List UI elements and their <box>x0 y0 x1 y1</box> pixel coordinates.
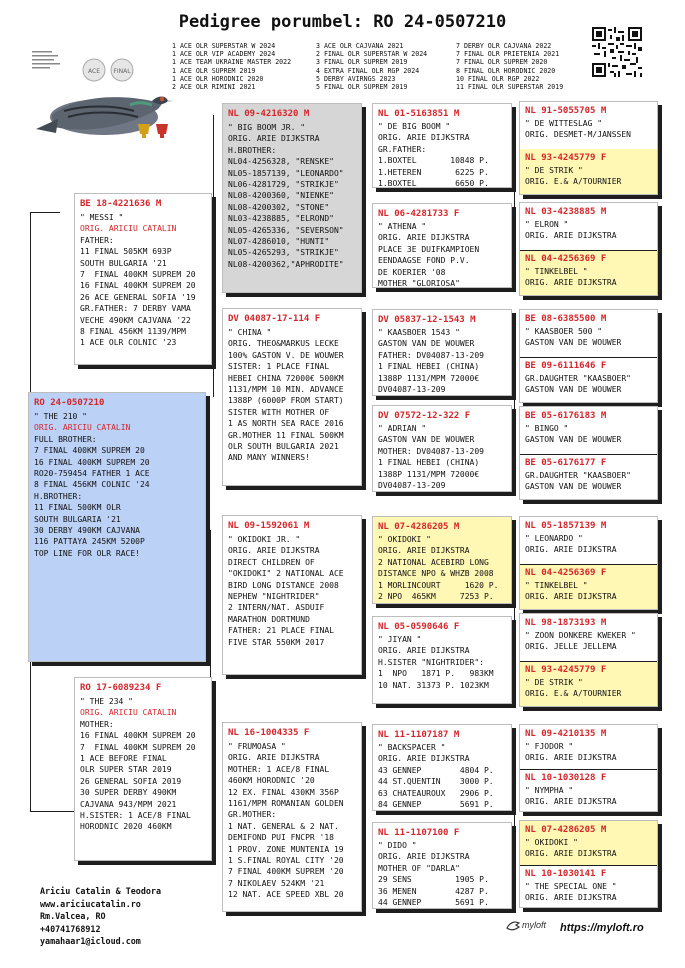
info-line: 36 MENEN 4287 P. <box>378 886 489 896</box>
info-line: 44 ST.QUENTIN 3000 P. <box>378 777 494 787</box>
info-line: NL04-4256328, "RENSKE" <box>228 157 334 167</box>
info-line: DIRECT CHILDREN OF <box>228 557 315 567</box>
info-line: ORIG. ARIE DIJKSTRA <box>378 852 470 862</box>
club-logo-icon <box>30 48 70 78</box>
info-line: MOTHER "GLORIOSA" <box>378 279 460 288</box>
mother-card <box>74 677 212 861</box>
info-line: GASTON VAN DE WOUWER <box>378 435 475 445</box>
paternal-grandfather-card <box>222 103 362 293</box>
father-card <box>74 193 212 365</box>
tree-connector <box>30 212 31 392</box>
achievement: 1 ACE OLR SUPERSTAR W 2024 <box>172 42 276 50</box>
ring-number: BE 05-6176183 M <box>525 411 607 421</box>
info-line: 16 FINAL 400KM SUPREM 20 <box>80 281 196 291</box>
website-link[interactable]: www.ariciucatalin.ro <box>40 898 141 909</box>
pigeon-name: " THE 234 " <box>80 697 133 706</box>
info-line: AND MANY WINNERS! <box>228 453 310 463</box>
ggp-card <box>372 724 512 811</box>
pigeon-name: " KAASBOER 1543 " <box>378 328 460 337</box>
info-line: OLR SOUTH BULGARIA 2021 <box>228 442 339 452</box>
pigeon-name: " DE WITTESLAG " <box>525 119 603 128</box>
ring-number: NL 07-4286205 M <box>378 522 460 532</box>
ring-number: NL 03-4238885 M <box>525 207 607 217</box>
achievement: 10 FINAL OLR RGP 2022 <box>456 74 540 83</box>
tree-connector <box>364 735 365 835</box>
info-line: 2 NPO 465KM 7253 P. <box>378 592 494 602</box>
ring-number: NL 91-5055705 M <box>525 106 607 116</box>
tree-connector <box>364 525 365 625</box>
info-line: 2 INTERN/NAT. ASDUIF <box>228 603 325 613</box>
info-line: CAJVANA 943/MPM 2021 <box>80 799 177 809</box>
award-badge-icon <box>80 56 140 88</box>
info-line: MOTHER: 1 ACE/8 FINAL <box>228 764 330 774</box>
info-line: GR.MOTHER 11 FINAL 500KM <box>228 430 344 440</box>
achievement: 1 ACE OLR HORODNIC 2020 <box>172 74 264 83</box>
tree-connector <box>213 327 214 397</box>
info-line: 12 EX. FINAL 430KM 356P <box>228 787 339 797</box>
ring-number: NL 05-0590646 F <box>378 622 460 632</box>
pigeon-name: " TINKELBEL " <box>525 581 588 590</box>
info-line: 1 PROV. ZONE MUNTENIA 19 <box>228 844 344 854</box>
info-line: "OKIDOKI" 2 NATIONAL ACE <box>228 569 344 579</box>
achievements-column-3 <box>456 42 563 91</box>
info-line: H.SISTER "NIGHTRIDER": <box>378 657 484 667</box>
info-line: ORIG. THEO&MARKUS LECKE <box>228 339 339 349</box>
pigeon-name: " FRUMOASA " <box>228 742 286 751</box>
info-line: NL05-1857139, "LEONARDO" <box>228 168 344 178</box>
gggp-pair-card <box>519 516 658 610</box>
ggp-card <box>372 616 512 704</box>
achievement: 7 FINAL OLR PRIETENIA 2021 <box>456 50 560 59</box>
pigeon-name: " BIG BOOM JR. " <box>228 123 306 132</box>
info-line: DV04087-13-209 <box>378 481 446 491</box>
ring-number: NL 11-1107187 M <box>378 730 460 740</box>
breeder: ORIG. ARIE DIJKSTRA <box>525 592 617 602</box>
pigeon-name: " DIDO " <box>378 841 417 850</box>
info-line: FIVE STAR 550KM 2017 <box>228 637 325 647</box>
pigeon-name: " FJODOR " <box>525 742 574 751</box>
pigeon-name: " ATHENA " <box>378 222 427 231</box>
tree-connector <box>213 115 214 277</box>
breeder: ORIG. ARIE DIJKSTRA <box>525 893 617 903</box>
breeder: ORIG. ARIE DIJKSTRA <box>525 753 617 763</box>
info-line: GASTON VAN DE WOUWER <box>378 339 475 349</box>
breeder: GASTON VAN DE WOUWER <box>525 338 622 348</box>
achievement: 5 FINAL OLR SUPREM 2019 <box>316 83 408 92</box>
info-line: NEPHEW "NIGHTRIDER" <box>228 592 320 602</box>
tree-connector <box>364 320 365 420</box>
info-line: FATHER: DV04087-13-209 <box>378 350 484 360</box>
achievement: 2 ACE OLR RIMINI 2021 <box>172 83 256 92</box>
breeder: ORIG. ARIE DIJKSTRA <box>525 849 617 859</box>
info-line: NL06-4281729, "STRIKJE" <box>228 180 339 190</box>
ring-number: BE 09-6111646 F <box>525 361 607 371</box>
info-line: 1131/MPM 10 MIN. ADVANCE <box>228 385 344 395</box>
info-line: H.BROTHER: <box>34 491 83 501</box>
divider <box>520 250 657 251</box>
pigeon-logo-icon <box>505 918 521 934</box>
info-line: 1.BOXTEL 10848 P. <box>378 156 489 166</box>
info-line: ORIG. ARIE DIJKSTRA <box>378 233 470 243</box>
info-line: H.BROTHER: <box>228 145 277 155</box>
info-line: NL05-4265293, "STRIKJE" <box>228 248 339 258</box>
info-line: FATHER: 21 PLACE FINAL <box>228 626 334 636</box>
ggp-card <box>372 405 512 492</box>
info-line: BIRD LONG DISTANCE 2008 <box>228 580 339 590</box>
phone[interactable]: +40741768912 <box>40 923 101 934</box>
ring-number: NL 93-4245779 F <box>525 153 607 163</box>
ring-number: BE 18-4221636 M <box>80 199 162 209</box>
ring-number: NL 04-4256369 F <box>525 254 607 264</box>
svg-text:FINAL: FINAL <box>113 68 131 75</box>
gggp-pair-card <box>519 202 658 296</box>
info-line: 63 CHATEAUROUX 2906 P. <box>378 788 494 798</box>
gggp-pair-card <box>519 101 658 195</box>
email[interactable]: yamahaar1@icloud.com <box>40 936 141 946</box>
qr-code-icon <box>592 27 642 77</box>
info-line: OLR SUPER STAR 2019 <box>80 765 172 775</box>
info-line: 1 AS NORTH SEA RACE 2016 <box>228 419 344 429</box>
achievement: 11 FINAL OLR SUPERSTAR 2019 <box>456 83 564 92</box>
breeder: ORIG. DESMET-M/JANSSEN <box>525 130 631 140</box>
info-line: ORIG. ARIE DIJKSTRA <box>228 546 320 556</box>
info-line: 7 FINAL 400KM SUPREM '20 <box>228 867 344 877</box>
achievement: 7 FINAL OLR SUPREM 2020 <box>456 58 548 67</box>
pigeon-name: GR.DAUGHTER "KAASBOER" <box>525 374 631 383</box>
info-line: PLACE 3E DUIFKAMPIOEN <box>378 244 480 254</box>
info-line: VECHE 490KM CAJVANA '22 <box>80 315 191 325</box>
info-line: GR.MOTHER: <box>228 810 277 820</box>
breeder: ORIG. E.& A/TOURNIER <box>525 689 622 699</box>
breeder: GASTON VAN DE WOUWER <box>525 435 622 445</box>
info-line: NL03-4238885, "ELROND" <box>228 214 334 224</box>
achievement: 7 DERBY OLR CAJVANA 2022 <box>456 42 552 50</box>
info-line: NL08-4200362,"APHRODITE" <box>228 259 344 269</box>
info-line: DE KOERIER '08 <box>378 267 446 277</box>
info-line: 1 NPO 1871 P. 983KM <box>378 669 494 679</box>
ring-number: DV 05837-12-1543 M <box>378 315 476 325</box>
paternal-grandmother-card <box>222 308 362 486</box>
tree-connector <box>30 811 74 812</box>
info-line: GR.FATHER: 7 DERBY VAMA <box>80 304 191 314</box>
info-line: 7 NIKOLAEV 524KM '21 <box>228 878 325 888</box>
gggp-pair-card <box>519 309 658 403</box>
pigeon-name: " OKIDOKI " <box>378 535 431 544</box>
site-url[interactable]: https://myloft.ro <box>560 922 644 934</box>
tree-connector <box>514 733 515 908</box>
pigeon-name: " NYMPHA " <box>525 786 574 795</box>
info-line: 2 NATIONAL ACEBIRD LONG <box>378 557 489 567</box>
achievement: 3 ACE OLR CAJVANA 2021 <box>316 42 404 50</box>
info-line: 1 NAT. GENERAL & 2 NAT. <box>228 821 339 831</box>
info-line: 1 FINAL HEBEI (CHINA) <box>378 362 480 372</box>
pigeon-name: " LEONARDO " <box>525 534 583 543</box>
info-line: 29 SENS 1905 P. <box>378 875 489 885</box>
info-line: 1 ACE BEFORE FINAL <box>80 754 167 764</box>
info-line: 11 FINAL 505KM 693P <box>80 247 172 257</box>
info-line: 100% GASTON V. DE WOUWER <box>228 350 344 360</box>
achievement: 2 FINAL OLR SUPERSTAR W 2024 <box>316 50 428 59</box>
ggp-card <box>372 103 512 188</box>
breeder: ORIG. ARIE DIJKSTRA <box>525 797 617 807</box>
achievement: 5 DERBY AVIRNGS 2023 <box>316 74 396 83</box>
info-line: SOUTH BULGARIA '21 <box>34 514 121 524</box>
pigeon-name: " BINGO " <box>525 424 569 433</box>
tree-connector <box>364 115 365 215</box>
info-line: EENDAAGSE FOND P.V. <box>378 256 470 266</box>
gggp-pair-card <box>519 724 658 812</box>
info-line: 26 ACE GENERAL SOFIA '19 <box>80 292 196 302</box>
info-line: 1 ACE OLR COLNIC '23 <box>80 338 177 348</box>
divider <box>520 661 657 662</box>
ring-number: NL 01-5163851 M <box>378 109 460 119</box>
ring-number: NL 98-1873193 M <box>525 618 607 628</box>
info-line: 1161/MPM ROMANIAN GOLDEN <box>228 799 344 809</box>
trophy-icon <box>134 120 174 142</box>
info-line: MOTHER OF "DARLA" <box>378 863 460 873</box>
info-line: FULL BROTHER: <box>34 434 97 444</box>
info-line: 26 GENERAL SOFIA 2019 <box>80 776 182 786</box>
ring-number: DV 07572-12-322 F <box>378 411 471 421</box>
pigeon-name: " THE SPECIAL ONE " <box>525 882 617 891</box>
ring-number: NL 93-4245779 F <box>525 665 607 675</box>
ring-number: NL 11-1107100 F <box>378 828 460 838</box>
info-line: TOP LINE FOR OLR RACE! <box>34 548 140 558</box>
info-line: NL07-4286010, "HUNTI" <box>228 237 330 247</box>
pigeon-name: " DE BIG BOOM " <box>378 122 451 131</box>
ring-number: RO 17-6089234 F <box>80 683 162 693</box>
info-line: H.SISTER: 1 ACE/8 FINAL <box>80 811 191 821</box>
pigeon-name: " CHINA " <box>228 328 272 337</box>
info-line: 12 NAT. ACE SPEED XBL 20 <box>228 890 344 900</box>
info-line: ORIG. ARIE DIJKSTRA <box>378 546 470 556</box>
info-line: 84 GENNEP 5691 P. <box>378 800 494 810</box>
info-line: 116 PATTAYA 245KM 5200P <box>34 537 145 547</box>
breeder: ORIG. ARIE DIJKSTRA <box>525 231 617 241</box>
divider <box>520 357 657 358</box>
city: Rm.Valcea, RO <box>40 911 106 921</box>
achievement: 4 EXTRA FINAL OLR RGP 2024 <box>316 66 420 75</box>
pigeon-name: " OKIDOKI " <box>525 838 578 847</box>
info-line: 10 NAT. 31373 P. 1023KM <box>378 680 489 690</box>
info-line: 1 S.FINAL ROYAL CITY '20 <box>228 856 344 866</box>
info-line: 30 SUPER DERBY 490KM <box>80 788 177 798</box>
tree-connector <box>30 212 60 213</box>
tree-connector <box>30 662 31 812</box>
info-line: 1388P 1131/MPM 72000€ <box>378 469 480 479</box>
pigeon-name: " BACKSPACER " <box>378 743 446 752</box>
breeder: ORIG. E.& A/TOURNIER <box>525 177 622 187</box>
tree-connector <box>514 318 515 493</box>
info-line: MOTHER: <box>80 719 114 729</box>
breeder: ORIG. ARIE DIJKSTRA <box>228 134 320 144</box>
info-line: 7 FINAL 400KM SUPREM 20 <box>80 270 196 280</box>
breeder: GASTON VAN DE WOUWER <box>525 482 622 492</box>
info-line: HORODNIC 2020 460KM <box>80 822 172 832</box>
info-line: 1388P 1131/MPM 72000€ <box>378 373 480 383</box>
pigeon-name: " TINKELBEL " <box>525 267 588 276</box>
divider <box>520 769 657 770</box>
breeder: ORIG. JELLE JELLEMA <box>525 642 617 652</box>
info-line: 43 GENNEP 4804 P. <box>378 765 494 775</box>
info-line: SOUTH BULGARIA '21 <box>80 258 167 268</box>
brand-logo: myloft <box>522 920 547 930</box>
info-line: 8 FINAL 456KM 1139/MPM <box>80 327 186 337</box>
info-line: 30 DERBY 490KM CAJVANA <box>34 526 140 536</box>
tree-connector <box>210 530 211 680</box>
gggp-pair-card <box>519 613 658 707</box>
ring-number: NL 07-4286205 M <box>525 825 607 835</box>
info-line: 7 FINAL 400KM SUPREM 20 <box>34 446 145 456</box>
breeder: GASTON VAN DE WOUWER <box>525 385 622 395</box>
ring-number: RO 24-0507210 <box>34 398 105 408</box>
ggp-card <box>372 203 512 288</box>
info-line: DISTANCE NPO & WHZB 2008 <box>378 569 494 579</box>
info-line: 8 FINAL 456KM COLNIC '24 <box>34 480 150 490</box>
tree-connector <box>514 110 515 285</box>
info-line: NL08-4200360, "NIENKE" <box>228 191 334 201</box>
breeder: ORIG. ARICIU CATALIN <box>80 224 177 234</box>
info-line: 1 MORLINCOURT 1620 P. <box>378 580 499 590</box>
info-line: FATHER: <box>80 235 114 245</box>
info-line: 16 FINAL 400KM SUPREM 20 <box>80 731 196 741</box>
info-line: MOTHER: DV04087-13-209 <box>378 446 484 456</box>
achievement: 1 ACE OLR VIP ACADEMY 2024 <box>172 50 276 59</box>
pigeon-name: " THE 210 " <box>34 412 87 421</box>
ring-number: NL 09-1592061 M <box>228 521 310 531</box>
info-line: NL08-4200302, "STONE" <box>228 202 330 212</box>
info-line: 44 GENNEP 5691 P. <box>378 898 489 908</box>
subject-pigeon-card <box>28 392 206 662</box>
achievement: 1 ACE TEAM UKRAINE MASTER 2022 <box>172 58 292 67</box>
achievement: 3 FINAL OLR SUPREM 2019 <box>316 58 408 67</box>
achievement: 1 ACE OLR SUPREM 2019 <box>172 66 256 75</box>
pigeon-name: " MESSI " <box>80 213 124 222</box>
info-line: SISTER: 1 PLACE FINAL <box>228 362 330 372</box>
ring-number: NL 06-4281733 F <box>378 209 460 219</box>
pigeon-name: " KAASBOER 500 " <box>525 327 603 336</box>
info-line: 11 FINAL 500KM OLR <box>34 503 121 513</box>
maternal-grandmother-card <box>222 722 362 912</box>
achievements-column-1 <box>172 42 291 91</box>
info-line: MARATHON DORTMUND <box>228 614 310 624</box>
pigeon-name: " OKIDOKI JR. " <box>228 535 301 544</box>
pigeon-name: " JIYAN " <box>378 635 422 644</box>
ggp-card <box>372 822 512 909</box>
divider <box>520 454 657 455</box>
info-line: 460KM HORODNIC '20 <box>228 776 315 786</box>
ring-number: NL 04-4256369 F <box>525 568 607 578</box>
achievement: 8 FINAL OLR HORODNIC 2020 <box>456 66 556 75</box>
breeder: ORIG. ARIE DIJKSTRA <box>525 278 617 288</box>
owner-name: Ariciu Catalin & Teodora <box>40 886 162 896</box>
ring-number: NL 09-4210135 M <box>525 729 607 739</box>
ring-number: NL 05-1857139 M <box>525 521 607 531</box>
page-title: Pedigree porumbel: RO 24-0507210 <box>178 12 507 32</box>
info-line: GR.FATHER: <box>378 144 427 154</box>
svg-text:ACE: ACE <box>88 68 100 75</box>
info-line: DV04087-13-209 <box>378 385 446 395</box>
info-line: 1.HETEREN 6225 P. <box>378 167 489 177</box>
pigeon-name: " DE STRIK " <box>525 678 583 687</box>
gggp-pair-card <box>519 406 658 500</box>
ggp-card <box>372 309 512 396</box>
pigeon-name: " ZOON DONKERE KWEKER " <box>525 631 636 640</box>
info-line: NL05-4265336, "SEVERSON" <box>228 225 344 235</box>
achievements-column-2 <box>316 42 427 91</box>
breeder: ORIG. ARICIU CATALIN <box>34 423 131 433</box>
gggp-pair-card <box>519 820 658 908</box>
breeder: ORIG. ARIE DIJKSTRA <box>525 545 617 555</box>
ring-number: NL 09-4216320 M <box>228 109 310 119</box>
info-line: ORIG. ARIE DIJKSTRA <box>228 753 320 763</box>
ring-number: NL 10-1030128 F <box>525 773 607 783</box>
pigeon-name: GR.DAUGHTER "KAASBOER" <box>525 471 631 480</box>
ring-number: DV 04087-17-114 F <box>228 314 321 324</box>
ggp-card <box>372 516 512 604</box>
pigeon-name: " ADRIAN " <box>378 424 427 433</box>
pigeon-name: " ELRON " <box>525 220 569 229</box>
divider <box>520 564 657 565</box>
info-line: ORIG. ARIE DIJKSTRA <box>378 646 470 656</box>
info-line: 1388P (6000P FROM START) <box>228 396 344 406</box>
ring-number: BE 05-6176177 F <box>525 458 607 468</box>
info-line: 7 FINAL 400KM SUPREM 20 <box>80 742 196 752</box>
info-line: RO20-759454 FATHER 1 ACE <box>34 469 150 479</box>
info-line: 1 FINAL HEBEI (CHINA) <box>378 458 480 468</box>
info-line: SISTER WITH MOTHER OF <box>228 407 330 417</box>
divider <box>520 865 657 866</box>
info-line: ORIG. ARIE DIJKSTRA <box>378 754 470 764</box>
ring-number: NL 10-1030141 F <box>525 869 607 879</box>
info-line: 16 FINAL 400KM SUPREM 20 <box>34 457 150 467</box>
owner-contact <box>40 885 161 948</box>
tree-connector <box>514 525 515 700</box>
pigeon-name: " DE STRIK " <box>525 166 583 175</box>
info-line: HEBEI CHINA 72000€ 500KM <box>228 373 344 383</box>
maternal-grandfather-card <box>222 515 362 675</box>
info-line: DEMIFOND PUI FNCPR '18 <box>228 833 334 843</box>
ring-number: BE 08-6385500 M <box>525 314 607 324</box>
breeder: ORIG. ARICIU CATALIN <box>80 708 177 718</box>
ring-number: NL 16-1004335 F <box>228 728 310 738</box>
info-line: ORIG. ARIE DIJKSTRA <box>378 133 470 143</box>
info-line: 1.BOXTEL 6650 P. <box>378 179 489 188</box>
